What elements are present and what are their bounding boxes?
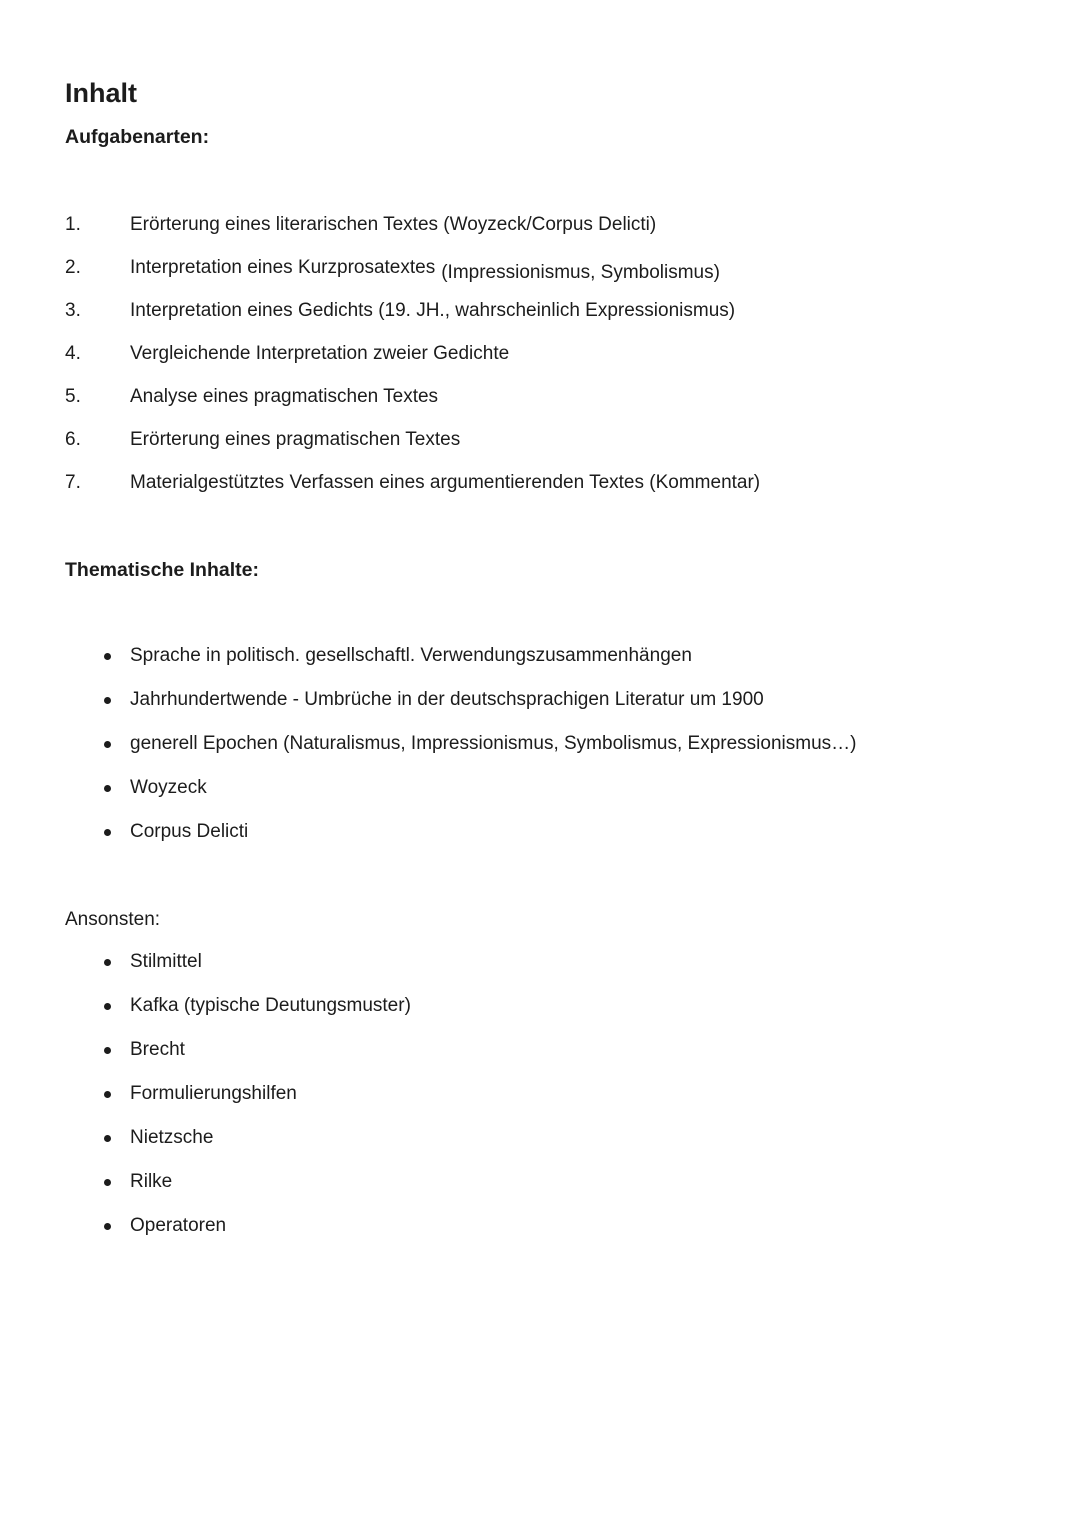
task-number: 6. bbox=[65, 429, 81, 451]
list-item bbox=[65, 644, 1020, 668]
task-text: Vergleichende Interpretation zweier Gedichte bbox=[130, 343, 510, 365]
list-item bbox=[65, 1214, 1020, 1238]
page-title: Inhalt bbox=[65, 78, 137, 108]
list-item-text: Stilmittel bbox=[130, 951, 202, 973]
task-text: Erörterung eines pragmatischen Textes bbox=[130, 429, 461, 451]
task-number: 7. bbox=[65, 472, 81, 494]
other-content-list bbox=[65, 950, 1020, 1238]
list-item-text: generell Epochen (Naturalismus, Impressionismus, Symbolismus, Expressionismus…) bbox=[130, 733, 857, 755]
thematic-content-list bbox=[65, 644, 1020, 844]
list-item bbox=[65, 950, 1020, 974]
list-item bbox=[65, 1170, 1020, 1194]
task-number: 5. bbox=[65, 386, 81, 408]
list-item-text: Kafka (typische Deutungsmuster) bbox=[130, 995, 411, 1017]
bullet-icon bbox=[104, 959, 111, 966]
list-item-text: Sprache in politisch. gesellschaftl. Verwendungszusammenhängen bbox=[130, 645, 692, 667]
bullet-icon bbox=[104, 1047, 111, 1054]
task-number: 2. bbox=[65, 257, 81, 279]
task-item bbox=[65, 256, 1020, 284]
list-item-text: Brecht bbox=[130, 1039, 185, 1061]
task-item bbox=[65, 213, 1020, 237]
task-item bbox=[65, 299, 1020, 323]
list-item-text: Jahrhundertwende - Umbrüche in der deutschsprachigen Literatur um 1900 bbox=[130, 689, 764, 711]
list-item bbox=[65, 732, 1020, 756]
bullet-icon bbox=[104, 741, 111, 748]
bullet-icon bbox=[104, 1223, 111, 1230]
task-text: Interpretation eines Gedichts (19. JH., wahrscheinlich Expressionismus) bbox=[130, 300, 736, 322]
list-item-text: Woyzeck bbox=[130, 777, 207, 799]
list-item-text: Nietzsche bbox=[130, 1127, 214, 1149]
bullet-icon bbox=[104, 1179, 111, 1186]
section-heading-ansonsten: Ansonsten: bbox=[65, 909, 161, 931]
list-item bbox=[65, 1126, 1020, 1150]
task-number: 4. bbox=[65, 343, 81, 365]
bullet-icon bbox=[104, 1003, 111, 1010]
task-item bbox=[65, 385, 1020, 409]
task-number: 1. bbox=[65, 214, 81, 236]
bullet-icon bbox=[104, 785, 111, 792]
task-text: Interpretation eines Kurzprosatextes bbox=[130, 257, 436, 279]
task-type-list bbox=[65, 213, 1020, 495]
task-item bbox=[65, 342, 1020, 366]
task-item bbox=[65, 428, 1020, 452]
list-item bbox=[65, 688, 1020, 712]
section-heading-thematische-inhalte: Thematische Inhalte: bbox=[65, 559, 259, 582]
task-text-suffix: (Impressionismus, Symbolismus) bbox=[441, 262, 720, 284]
bullet-icon bbox=[104, 653, 111, 660]
list-item-text: Corpus Delicti bbox=[130, 821, 249, 843]
bullet-icon bbox=[104, 1091, 111, 1098]
list-item bbox=[65, 994, 1020, 1018]
task-text: Erörterung eines literarischen Textes (Woyzeck/Corpus Delicti) bbox=[130, 214, 657, 236]
bullet-icon bbox=[104, 697, 111, 704]
task-text: Analyse eines pragmatischen Textes bbox=[130, 386, 439, 408]
list-item-text: Formulierungshilfen bbox=[130, 1083, 297, 1105]
bullet-icon bbox=[104, 829, 111, 836]
list-item bbox=[65, 1038, 1020, 1062]
list-item bbox=[65, 820, 1020, 844]
list-item-text: Operatoren bbox=[130, 1215, 227, 1237]
bullet-icon bbox=[104, 1135, 111, 1142]
list-item bbox=[65, 1082, 1020, 1106]
task-text: Materialgestütztes Verfassen eines argumentierenden Textes (Kommentar) bbox=[130, 472, 761, 494]
list-item-text: Rilke bbox=[130, 1171, 173, 1193]
section-heading-aufgabenarten: Aufgabenarten: bbox=[65, 126, 210, 149]
task-item bbox=[65, 471, 1020, 495]
task-number: 3. bbox=[65, 300, 81, 322]
list-item bbox=[65, 776, 1020, 800]
